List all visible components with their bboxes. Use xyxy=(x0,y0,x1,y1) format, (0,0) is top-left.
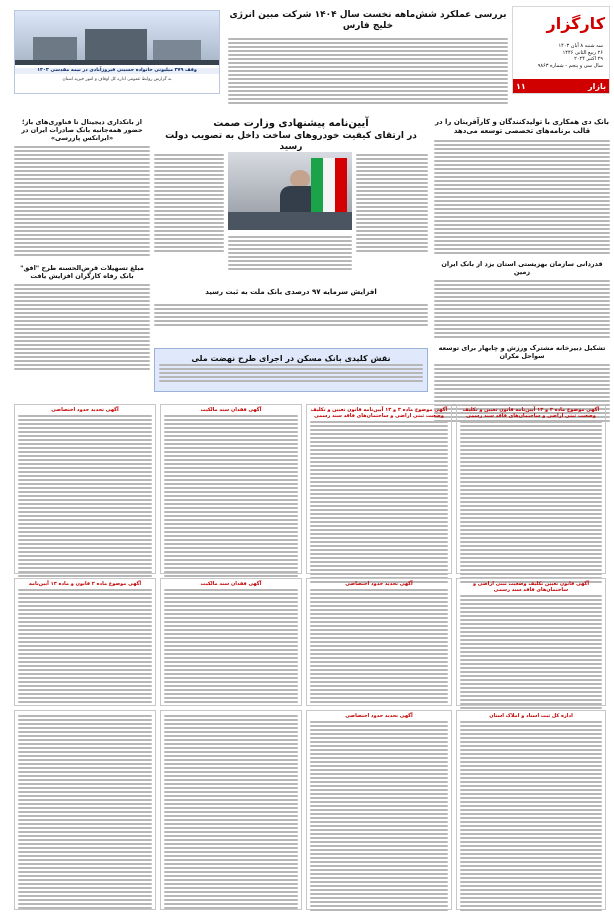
top-story xyxy=(228,10,508,94)
main-text-left xyxy=(154,152,224,252)
right-story-2-title: قدردانی سازمان بهزیستی استان یزد از بانک ایران زمین xyxy=(441,260,603,276)
notice-4-text xyxy=(15,415,155,577)
section-label: بازار xyxy=(588,81,606,91)
notice-10-text xyxy=(307,721,451,911)
notice-4 xyxy=(14,404,156,574)
notice-8 xyxy=(14,578,156,706)
notice-9 xyxy=(456,710,606,910)
right-story-1-title: بانک دی همکاری با تولیدکنندگان و کارآفرینان را در قالب برنامه‌های تخصصی توسعه می‌دهد xyxy=(434,118,610,135)
section-bar xyxy=(513,79,609,93)
notice-3-text xyxy=(161,415,301,577)
notice-1-title: آگهی موضوع ماده ۳ و ۱۳ آیین‌نامه قانون تعیین و تکلیف وضعیت ثبتی اراضی و ساختمان‌های فاقد سند رسمی xyxy=(462,407,600,419)
notice-12-text xyxy=(15,711,155,909)
ad-banner-line: به گزارش روابط عمومی اداره کل اوقاف و امور خیریه استان xyxy=(62,77,172,82)
right-story-1-text xyxy=(434,138,610,254)
notice-5-text xyxy=(457,595,605,709)
main-story xyxy=(154,118,428,348)
top-story-text xyxy=(228,36,508,104)
notice-9-text xyxy=(457,721,605,911)
ad-banner xyxy=(14,10,220,94)
notice-7 xyxy=(160,578,302,706)
date-day: سه شنبه ۸ آبان ۱۴۰۳ xyxy=(558,43,603,49)
notice-11-text xyxy=(161,711,301,909)
notice-2 xyxy=(306,404,452,574)
top-story-title: بررسی عملکرد شش‌ماهه نخست سال ۱۴۰۴ شرکت مبین انرژی خلیج فارس xyxy=(229,10,507,31)
page-number: ۱۱ xyxy=(516,81,526,91)
date-greg: ۲۹ اکتبر ۲۰۲۴ xyxy=(574,56,603,62)
notice-10-title: آگهی تحدید حدود اختصاصی xyxy=(345,713,413,719)
notice-9-title: اداره کل ثبت اسناد و املاک استان xyxy=(489,713,573,719)
right-column xyxy=(434,118,610,396)
right-story-2-text xyxy=(434,278,610,338)
main-subheadline: افزایش سرمایه ۹۷ درصدی بانک ملت به ثبت رسید xyxy=(205,288,377,296)
notice-4-title: آگهی تحدید حدود اختصاصی xyxy=(51,407,119,413)
main-bottom-headline xyxy=(154,348,428,392)
left-story-2-text xyxy=(14,282,150,370)
notice-5-title: آگهی قانون تعیین تکلیف وضعیت ثبتی اراضی و ساختمان‌های فاقد سند رسمی xyxy=(472,581,590,593)
notice-3 xyxy=(160,404,302,574)
notice-6 xyxy=(306,578,452,706)
notice-2-title: آگهی موضوع ماده ۳ و ۱۳ آیین‌نامه قانون تعیین و تکلیف وضعیت ثبتی اراضی و ساختمان‌های فاقد سند رسمی xyxy=(310,407,448,419)
main-headline-2: در ارتقای کیفیت خودروهای ساخت داخل به تصویب دولت رسید xyxy=(165,131,417,152)
main-bottom-text xyxy=(155,364,427,382)
left-column xyxy=(14,118,150,392)
right-story-3-title: تشکیل دبیرخانه مشترک ورزش و چابهار برای توسعه سواحل مکران xyxy=(438,344,606,360)
ad-banner-title: وقف ۳۷۹ میلیونی خانواده حسینی فیروزآبادی در نیمه مقدسی ۱۴۰۳ xyxy=(15,68,219,74)
main-subheadline-text xyxy=(154,302,428,326)
notice-3-title: آگهی فقدان سند مالکیت xyxy=(200,407,262,413)
logo: کارگزار xyxy=(546,14,605,33)
notice-1-text xyxy=(457,421,605,583)
notice-6-text xyxy=(307,589,451,703)
issue-number: سال سی و پنجم - شماره ۹۸۶۳ xyxy=(537,62,603,69)
notice-7-title: آگهی فقدان سند مالکیت xyxy=(200,581,262,587)
main-text-right xyxy=(356,152,428,252)
notice-1 xyxy=(456,404,606,574)
main-photo xyxy=(228,152,352,230)
left-story-1-text xyxy=(14,144,150,256)
main-bottom-headline-text: نقش کلیدی بانک مسکن در اجرای طرح نهضت ملی xyxy=(191,354,391,363)
notice-7-text xyxy=(161,589,301,703)
main-text-under-photo xyxy=(228,234,352,270)
left-story-2-title: مبلغ تسهیلات قرض‌الحسنه طرح "افق" بانک رفاه کارگران افزایش یافت xyxy=(20,264,144,280)
notice-5 xyxy=(456,578,606,706)
notice-6-title: آگهی تحدید حدود اختصاصی xyxy=(345,581,413,587)
left-story-1-title: از بانکداری دیجیتال تا فناوری‌های باز؛ حضور همه‌جانبه بانک صادرات ایران در «ایرانکس پازرسی» xyxy=(21,118,143,142)
date-hijri: ۲۶ ربیع الثانی ۱۴۴۶ xyxy=(562,49,603,56)
notice-8-text xyxy=(15,589,155,703)
main-headline-1: آیین‌نامه پیشنهادی وزارت صمت xyxy=(213,118,369,129)
masthead xyxy=(512,6,610,94)
notice-8-title: آگهی موضوع ماده ۳ قانون و ماده ۱۳ آیین‌نامه xyxy=(28,581,142,587)
date-block xyxy=(525,43,603,69)
notice-11 xyxy=(160,710,302,910)
ad-banner-image xyxy=(15,11,219,65)
notice-2-text xyxy=(307,421,451,583)
notice-12 xyxy=(14,710,156,910)
notice-10 xyxy=(306,710,452,910)
